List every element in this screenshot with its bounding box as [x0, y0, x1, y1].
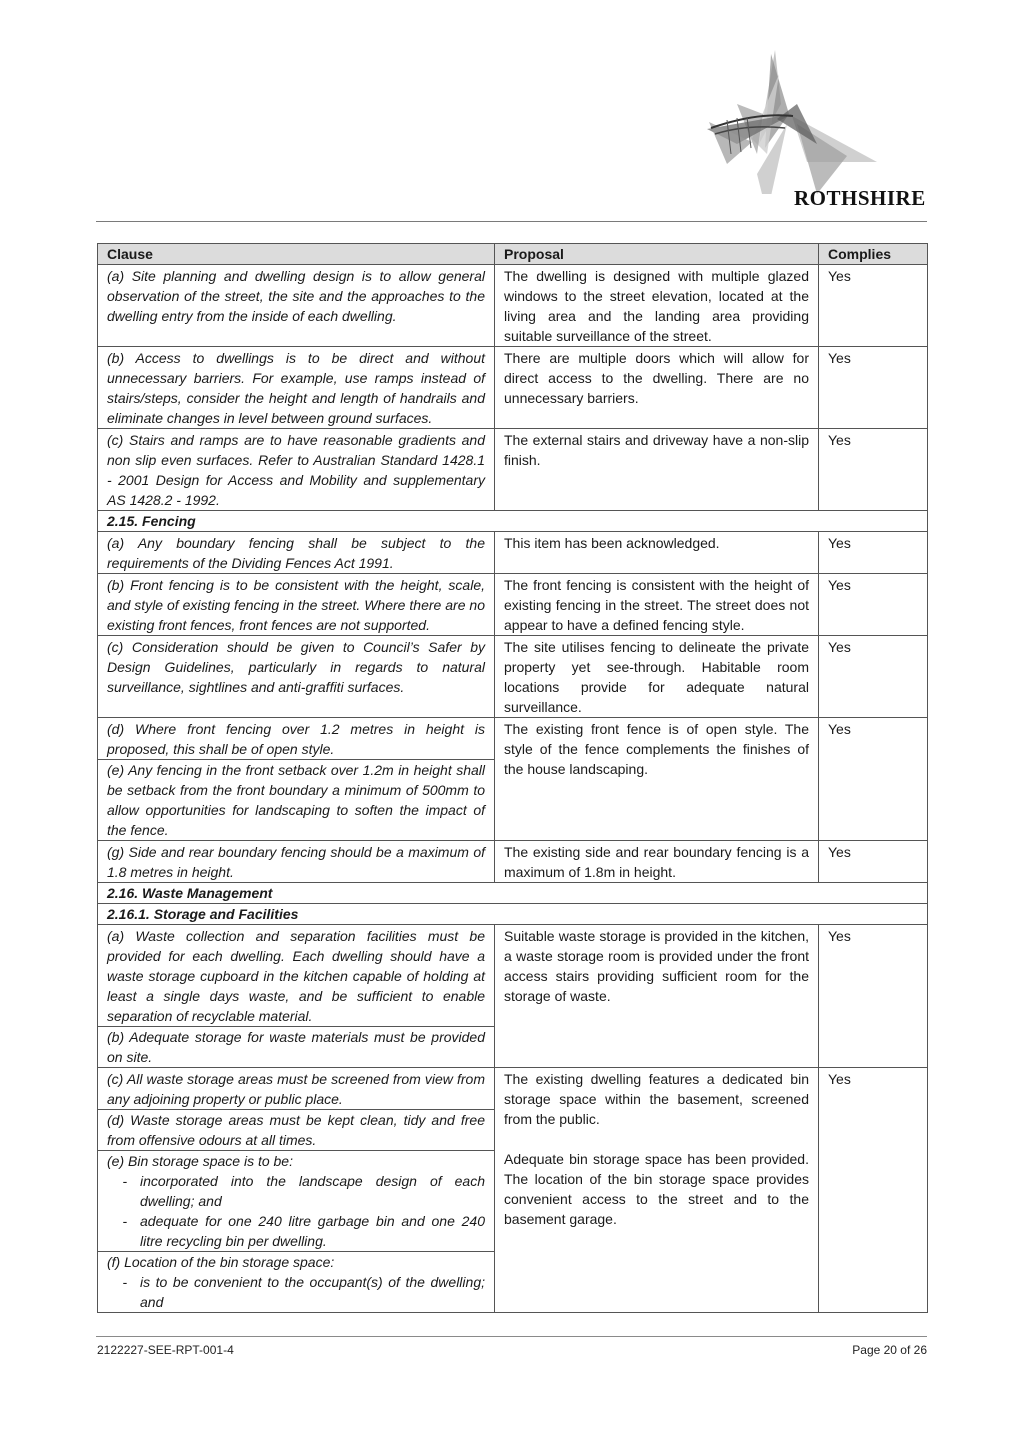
- table-row: [98, 925, 928, 1068]
- compliance-table: [97, 243, 928, 1313]
- table-row: [98, 841, 928, 883]
- document-id: 2122227-SEE-RPT-001-4: [97, 1343, 234, 1357]
- bullet-dash: -: [122, 1274, 128, 1290]
- clause-cell: [98, 718, 495, 841]
- column-header-clause: Clause: [98, 244, 495, 265]
- complies-cell: Yes: [819, 532, 928, 574]
- clause-cell: (b) Access to dwellings is to be direct and without unnecessary barriers. For example, use ramps instead of stairs/steps, consider the height and length of handrails and eliminate changes in level between ground surfaces.: [98, 347, 495, 429]
- section-row: [98, 883, 928, 904]
- proposal-paragraph: The existing dwelling features a dedicated bin storage space within the basement, screened from the public.: [504, 1071, 809, 1127]
- table-header-row: [98, 244, 928, 265]
- section-heading-waste-management: 2.16. Waste Management: [98, 883, 928, 904]
- clause-d: (d) Waste storage areas must be kept clean, tidy and free from offensive odours at all times.: [98, 1110, 494, 1151]
- column-header-proposal: Proposal: [495, 244, 819, 265]
- proposal-cell: The external stairs and driveway have a non-slip finish.: [495, 429, 819, 511]
- bullet-dash: -: [122, 1213, 128, 1229]
- table-row: [98, 574, 928, 636]
- clause-b: (b) Adequate storage for waste materials must be provided on site.: [107, 1029, 485, 1065]
- complies-cell: Yes: [819, 429, 928, 511]
- proposal-cell: The existing side and rear boundary fencing is a maximum of 1.8m in height.: [495, 841, 819, 883]
- complies-cell: Yes: [819, 636, 928, 718]
- clause-cell: (g) Side and rear boundary fencing should be a maximum of 1.8 metres in height.: [98, 841, 495, 883]
- complies-cell: Yes: [819, 574, 928, 636]
- table-row: [98, 718, 928, 841]
- proposal-cell: The front fencing is consistent with the height of existing fencing in the street. The street does not appear to have a defined fencing style.: [495, 574, 819, 636]
- clause-e-intro: (e) Bin storage space is to be:: [107, 1153, 293, 1169]
- clause-cell: (a) Site planning and dwelling design is to allow general observation of the street, the site and the approaches to the dwelling entry from the inside of each dwelling.: [98, 265, 495, 347]
- footer-rule: [96, 1336, 927, 1337]
- clause-cell: [98, 925, 495, 1068]
- clause-cell: [98, 1068, 495, 1313]
- proposal-cell: The dwelling is designed with multiple glazed windows to the street elevation, located at the living area and the landing area providing suitable surveillance of the street.: [495, 265, 819, 347]
- list-item: [107, 1211, 485, 1251]
- clause-d: (d) Where front fencing over 1.2 metres in height is proposed, this shall be of open style.: [98, 719, 494, 760]
- table-row: [98, 532, 928, 574]
- clause-c: (c) All waste storage areas must be screened from view from any adjoining property or public place.: [98, 1069, 494, 1110]
- table-row: [98, 347, 928, 429]
- bullet-dash: -: [122, 1173, 128, 1189]
- logo-mark-icon: [697, 44, 927, 194]
- clause-cell: (b) Front fencing is to be consistent with the height, scale, and style of existing fencing in the street. Where there are no existing front fences, front fences are not supported.: [98, 574, 495, 636]
- header-rule: [96, 221, 927, 222]
- clause-e: [98, 1151, 494, 1252]
- clause-e: (e) Any fencing in the front setback over 1.2m in height shall be setback from the front boundary a minimum of 500mm to allow opportunities for landscaping to soften the impact of the fence.: [107, 762, 485, 838]
- proposal-cell: The site utilises fencing to delineate the private property yet see-through. Habitable room locations provide for adequate natural surveillance.: [495, 636, 819, 718]
- proposal-cell: This item has been acknowledged.: [495, 532, 819, 574]
- section-row: [98, 904, 928, 925]
- table-row: [98, 636, 928, 718]
- clause-cell: (c) Stairs and ramps are to have reasonable gradients and non slip even surfaces. Refer to Australian Standard 1428.1 - 2001 Design for Access and Mobility and supplementary AS 1428.2 - 1992.: [98, 429, 495, 511]
- clause-a: (a) Waste collection and separation facilities must be provided for each dwelling. Each dwelling should have a waste storage cupboard in the kitchen capable of holding at least a single days waste, and be sufficient to enable separation of recyclable material.: [98, 926, 494, 1027]
- proposal-cell: There are multiple doors which will allow for direct access to the dwelling. There are no unnecessary barriers.: [495, 347, 819, 429]
- bullet-text: is to be convenient to the occupant(s) of the dwelling; and: [140, 1274, 485, 1310]
- section-heading-storage-facilities: 2.16.1. Storage and Facilities: [98, 904, 928, 925]
- complies-cell: Yes: [819, 718, 928, 841]
- clause-cell: (c) Consideration should be given to Council’s Safer by Design Guidelines, particularly in regards to natural surveillance, sightlines and anti-graffiti surfaces.: [98, 636, 495, 718]
- clause-f: [98, 1252, 494, 1312]
- table-row: [98, 265, 928, 347]
- list-item: [107, 1171, 485, 1211]
- logo-text: ROTHSHIRE: [794, 186, 926, 210]
- rothshire-logo: [697, 44, 927, 219]
- section-row: [98, 511, 928, 532]
- complies-cell: Yes: [819, 347, 928, 429]
- column-header-complies: Complies: [819, 244, 928, 265]
- section-heading-fencing: 2.15. Fencing: [98, 511, 928, 532]
- complies-cell: Yes: [819, 1068, 928, 1313]
- table-row: [98, 1068, 928, 1313]
- list-item: [107, 1272, 485, 1312]
- proposal-paragraph: Adequate bin storage space has been provided. The location of the bin storage space provides convenient access to the street and to the basement garage.: [504, 1151, 809, 1227]
- clause-f-intro: (f) Location of the bin storage space:: [107, 1254, 335, 1270]
- complies-cell: Yes: [819, 841, 928, 883]
- clause-cell: (a) Any boundary fencing shall be subject to the requirements of the Dividing Fences Act 1991.: [98, 532, 495, 574]
- table-row: [98, 429, 928, 511]
- proposal-cell: Suitable waste storage is provided in the kitchen, a waste storage room is provided under the front access stairs providing sufficient room for the storage of waste.: [495, 925, 819, 1068]
- complies-cell: Yes: [819, 265, 928, 347]
- proposal-cell: [495, 1068, 819, 1313]
- proposal-cell: The existing front fence is of open style. The style of the fence complements the finishes of the house landscaping.: [495, 718, 819, 841]
- page-number: Page 20 of 26: [852, 1343, 927, 1357]
- bullet-text: adequate for one 240 litre garbage bin and one 240 litre recycling bin per dwelling.: [140, 1213, 485, 1249]
- complies-cell: Yes: [819, 925, 928, 1068]
- bullet-text: incorporated into the landscape design of each dwelling; and: [140, 1173, 485, 1209]
